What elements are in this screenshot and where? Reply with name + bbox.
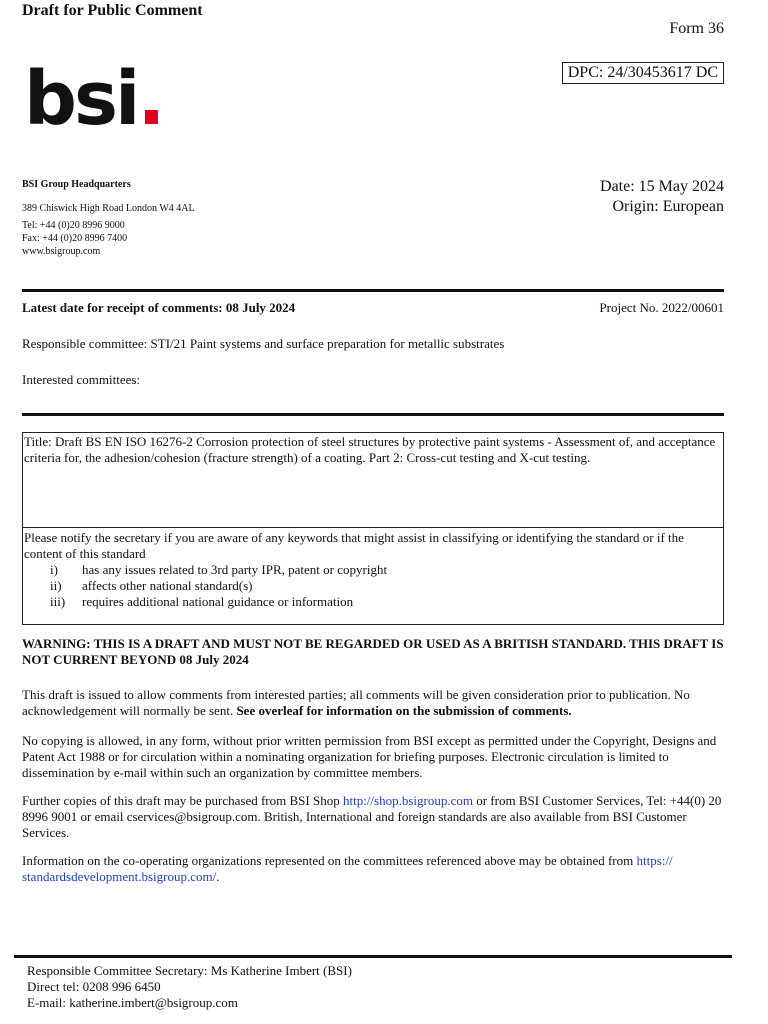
project-number: Project No. 2022/00601 (599, 300, 724, 315)
paragraph-further-copies (22, 793, 727, 841)
paragraph-further-copies-a: Further copies of this draft may be purchased from BSI Shop (22, 793, 343, 808)
overleaf-note: See overleaf for information on the submission of comments. (236, 703, 572, 718)
paragraph-copying: No copying is allowed, in any form, without prior written permission from BSI except as permitted under the Copyright, Designs and Patent Act 1988 or for circulation within a nominating organization for briefing purposes. Electronic circulation is limited to dissemination by e-mail within such an organization by committee members. (22, 733, 717, 780)
responsible-committee: Responsible committee: STI/21 Paint systems and surface preparation for metallic substrates (22, 336, 505, 351)
list-item (24, 594, 723, 610)
bsi-logo-dot: . (137, 56, 163, 142)
bsi-logo-text: bsi (24, 56, 138, 142)
latest-comment-date: Latest date for receipt of comments: 08 July 2024 (22, 300, 296, 315)
hq-web: www.bsigroup.com (22, 246, 101, 257)
divider-middle (22, 413, 724, 416)
list-item (24, 578, 723, 594)
list-item (24, 562, 723, 578)
notify-box (22, 527, 724, 625)
bsi-logo (24, 56, 163, 142)
paragraph-information-b: . (216, 869, 220, 884)
committee-secretary: Responsible Committee Secretary: Ms Katherine Imbert (BSI) (27, 963, 352, 978)
form-number: Form 36 (669, 20, 724, 37)
paragraph-comments-text: This draft is issued to allow comments from interested parties; all comments will be given consideration prior to publication. No acknowledgement will normally be sent. (22, 687, 690, 718)
document-title: Title: Draft BS EN ISO 16276-2 Corrosion protection of steel structures by protective paint systems - Assessment of, and acceptance criteria for, the adhesion/cohesion (fracture strength) of a coating. Part 2: Cross-cut testing and X-cut testing. (24, 434, 716, 465)
interested-committees: Interested committees: (22, 372, 141, 387)
hq-name: BSI Group Headquarters (22, 179, 131, 190)
list-item-text: requires additional national guidance or information (82, 594, 354, 609)
paragraph-information-a: Information on the co-operating organizations represented on the committees referenced above may be obtained from (22, 853, 637, 868)
secretary-direct-tel: Direct tel: 0208 996 6450 (27, 979, 161, 994)
divider-footer (14, 955, 732, 958)
draft-warning: WARNING: THIS IS A DRAFT AND MUST NOT BE REGARDED OR USED AS A BRITISH STANDARD. THIS DRAFT IS NOT CURRENT BEYOND 08 July 2024 (22, 636, 724, 667)
hq-tel: Tel: +44 (0)20 8996 9000 (22, 220, 125, 231)
paragraph-information (22, 853, 727, 885)
list-item-number: i) (50, 562, 58, 577)
document-date: Date: 15 May 2024 (600, 178, 724, 195)
paragraph-comments (22, 687, 727, 719)
paragraph-further-copies-b: or from BSI Customer Services, Tel: +44(0) 20 8996 9001 or email cservices@bsigroup.com. British, International and foreign standards are also available from BSI Customer Services. (22, 793, 722, 840)
standards-development-link[interactable]: https:// standardsdevelopment.bsigroup.com/ (22, 853, 673, 884)
document-origin: Origin: European (612, 198, 724, 215)
hq-fax: Fax: +44 (0)20 8996 7400 (22, 233, 128, 244)
hq-address: 389 Chiswick High Road London W4 4AL (22, 203, 195, 214)
notify-intro: Please notify the secretary if you are aware of any keywords that might assist in classifying or identifying the standard or if the content of this standard (24, 530, 684, 561)
divider-top (22, 289, 724, 292)
bsi-shop-link[interactable]: http://shop.bsigroup.com (342, 793, 473, 808)
notify-list (24, 562, 723, 610)
title-box (22, 432, 724, 528)
list-item-text: affects other national standard(s) (82, 578, 253, 593)
list-item-number: ii) (50, 578, 62, 593)
list-item-text: has any issues related to 3rd party IPR, patent or copyright (82, 562, 388, 577)
secretary-email: E-mail: katherine.imbert@bsigroup.com (27, 995, 238, 1010)
draft-label: Draft for Public Comment (22, 2, 203, 19)
list-item-number: iii) (50, 594, 66, 609)
dpc-reference: DPC: 24/30453617 DC (562, 62, 724, 84)
